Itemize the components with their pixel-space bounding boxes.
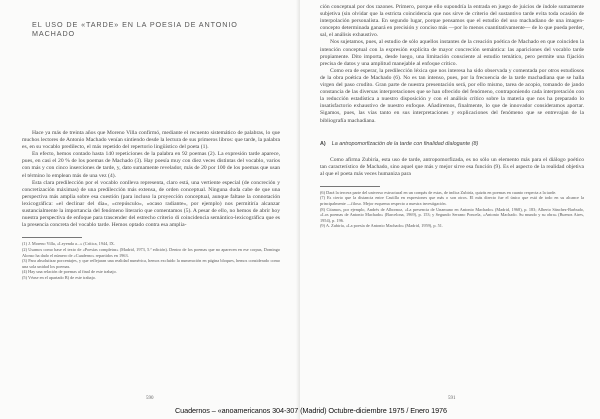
- footnote: (6) Dará la tercera parte del universo estructural en un compás de estas, de indica Zubiría, quizás en poemas en cuanto respecta a la tarde.: [320, 189, 557, 195]
- page-number-right: 591: [448, 396, 456, 401]
- footnote: (8) Citamos, por ejemplo, Andrés de Albornoz, «La presencia de Unamuno en Antonio Machado» (Madrid, 1968), p. 183; Alberto Sánchez-Barbudo, «Los poemas de Antonio Machado» (Barcelona, 1969), p. 153; y Segundo Serrano Poncela, «Antonio Machado. Su mundo y su obra» (Buenos Aires, 1954), p. 196.: [320, 206, 584, 223]
- footnote: (7) Es cierto que la distancia entre Castilla en expresiones que más o son otros. El más directo fue el único que está de todo en su alcance la principalmente —filoso. Mejor esquema respecto a nuestra investigación.: [320, 195, 584, 207]
- footnote-divider: [22, 237, 82, 238]
- article-title: EL USO DE «TARDE» EN LA POESIA DE ANTONIO MACHADO: [32, 20, 238, 38]
- paragraph: Como afirma Zubiría, esta uso de tarde, antropomorfizada, es no sólo un elemento más para el diálogo poético tan característico de Machado, sino aquel que más y mejor sirve esa función (9). Es el aspecto de la realidad objetiva al que el poeta más veces humaniza para: [320, 156, 584, 177]
- footnote: (2) Usamos como base el texto de «Poesías completas» (Madrid, 1973, 5.ª edición). Dentro de los poemas que no aparecen en ese corpus, Domingo Alonso ha dado el número de «Cuaderno» repartidos en 1963.: [22, 246, 280, 258]
- paragraph: Hace ya más de treinta años que Moreno Villa confirmó, mediante el recuento sistemático de palabras, lo que muchos lectores de Antonio Machado venían sintiendo desde la lectura de sus primeros libros: que tarde, la palabra es, en su vocablo predilecto, el más repetido del repertorio lingüístico del poeta (1).: [22, 130, 280, 151]
- paragraph: Como era de esperar, la predilección léxica que nos interesa ha sido observada y comentada por otros estudiosos de la obra poética de Machado (6). No es tan intenso, pues, por la frecuencia de la tarde machadiana que se halla virgen del paso crudito. Gran parte de nuestra presentación será, por ello mismo, tarea de acopio, tomando de jando constancia de las diversas interpretaciones que se han ofrecido del fenómeno, contraponiendo cada interpretación con la reducción estadística a nuestro disposición y con el análisis crítico sobre la materia que nos ha preparado lo insatisfactorio exhaustivo de nuestro enfoque. Añadiremos, finalmente, lo que de innovador consideramos aportar. Sigamos, pues, las vías tanto en sus interpretaciones y explicaciones del fenómeno que se entrevajan de la bibliografía machadiana.: [320, 67, 584, 124]
- section-heading: [320, 141, 584, 147]
- section-label: A): [320, 140, 326, 147]
- footnote-divider: [320, 186, 380, 187]
- paragraph: Esta clara predilección por el vocablo conlleva representa, claro está, una vertiente especial (de concreción y concretización máximas) de una predilección más extensa, de orden conceptual. Ninguna duda cabe de que una perspectiva más amplia sobre esa cuestión (para incluso la proyección conceptual, aunque faltase la connotación lexicográfica: «el declinar del día», «crepúsculo», «ocaso radiante», por ejemplo) nos permitiría alcanzar sustancialmente la importancia del fenómeno literario que comentamos (5). A pesar de ello, no hemos de abrir hoy nuestra perspectiva de enfoque para trascender del estrecho criterio di coincidencia semántico-lexicográfica que es la presencia concreta del vocablo tarde. Hemos optado contra esa amplia-: [22, 179, 280, 229]
- page-number-left: 590: [146, 396, 154, 401]
- footnote: (5) Véase en el apartado B) de este trabajo.: [22, 274, 97, 280]
- footnote: (9) A. Zubiría, «La poesía de Antonio Machado» (Madrid, 1959), p. 51.: [320, 223, 444, 229]
- footnote: (4) Hay una relación de poemas al final de este trabajo.: [22, 269, 117, 275]
- footnote: (3) Para absolutizar porcentajes, y que reflejaran una realidad numérica, hemos excluido la numeración en página bloques, hemos considerado como una sola unidad los poemas.: [22, 258, 280, 269]
- paragraph: En efecto, hemos contado hasta 140 repeticiones de la palabra en 92 poemas (2). La expresión tarde aparece, pues, en casi el 20 % de los poemas de Machado (3). Hay poesía muy con diez veces distintas del vocablo, varios con más y con cinco inserciones de tarde, y, dato sumamente revelador, más de 20 por 100 de los poemas que usan el término lo emplean más de una vez (4).: [22, 151, 280, 179]
- right-page: [300, 0, 600, 419]
- paragraph: ción conceptual por dos razones. Primero, porque ello supondría la entrada en juego de juicios de índole sumamente subjetiva (sin olvidar que la estricta coincidencia que nos sirve de criterio del sustantivo tarde evita toda ocasión de interpolación personalista. En segundo lugar, porque pensamos que el estudio del uso machadiano de una imagen-concepto determinada ganará en precisión y conciso más —por lo menos cuantitativamente— de lo que pueda perder, sal, el análisis exhaustivo.: [320, 4, 584, 39]
- footnote: (1) J. Moreno Villa, «Leyenda a...» (Crítica, 1944, IX.: [22, 241, 115, 247]
- paragraph: Nos sujetamos, pues, al estudio de sólo aquellos instantes de la creación poética de Machado en que coinciden la intención conceptual con la expresión explícita de mayor concreción semántica: las apariciones del vocablo tarde propiamente. Dito importa, desde luego, una limitación consciente al estudio temático, pero permite una fijación precisa de datos y una amplitud manejable al enfoque crítico.: [320, 39, 584, 67]
- source-caption: Cuadernos – «anoamericanos 304-307 (Madrid) Octubre-diciembre 1975 / Enero 1976: [175, 406, 447, 415]
- section-title: La antropomorfización de la tarde con finalidad dialogante (8): [331, 140, 479, 147]
